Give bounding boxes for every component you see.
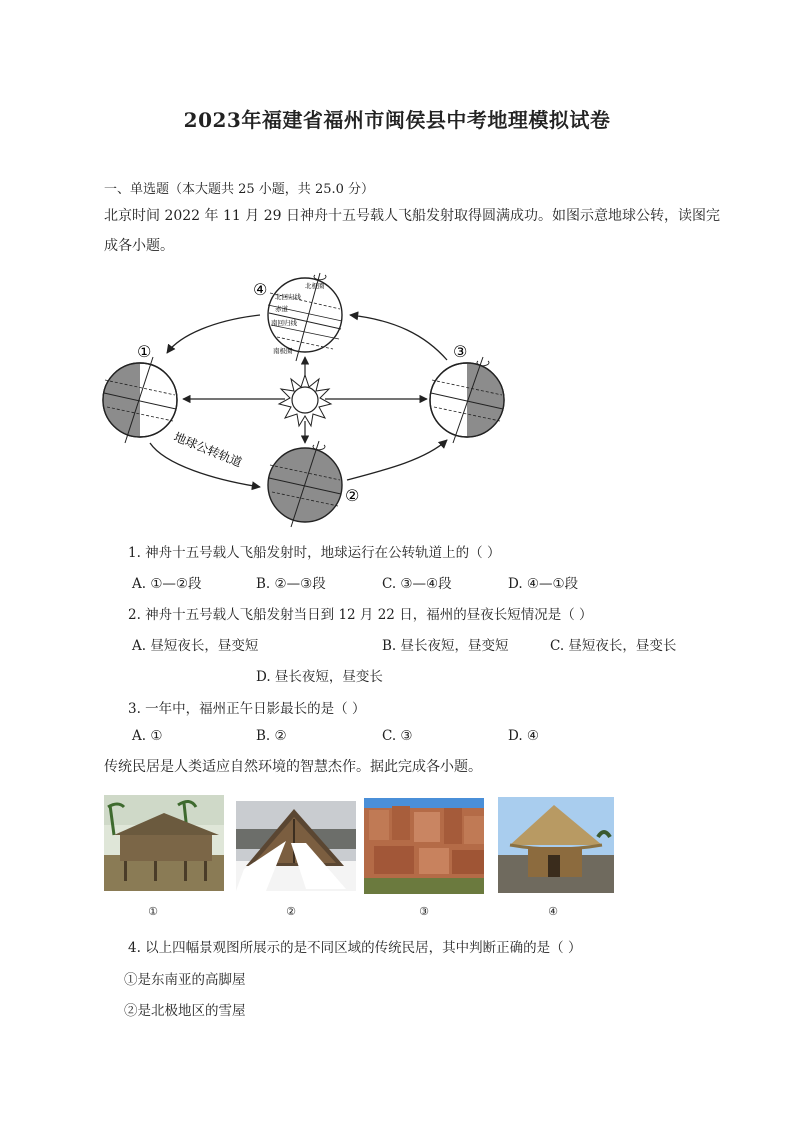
q2-option-d[interactable]: D. 昼长夜短，昼变长: [256, 669, 383, 685]
orbit-arrow-2-3: [347, 440, 447, 480]
photo-caption-2: ②: [286, 905, 296, 918]
q1-option-b[interactable]: B. ②—③段: [256, 576, 326, 592]
earth-position-1: [95, 355, 177, 445]
q1-option-d[interactable]: D. ④—①段: [508, 576, 579, 592]
q3-option-c[interactable]: C. ③: [382, 728, 413, 744]
q1-option-c[interactable]: C. ③—④段: [382, 576, 452, 592]
photo-snow-house: [236, 801, 356, 891]
orbit-arrow-3-4: [350, 315, 447, 360]
q4-statement-2: ②是北极地区的雪屋: [124, 1003, 246, 1019]
intro-2: 传统民居是人类适应自然环境的智慧杰作。据此完成各小题。: [104, 759, 482, 775]
label-3: ③: [453, 342, 468, 361]
photo-caption-3: ③: [419, 905, 429, 918]
orbit-arrow-4-1: [167, 315, 260, 353]
q2-option-c[interactable]: C. 昼短夜长，昼变长: [550, 638, 677, 654]
q3-option-b[interactable]: B. ②: [256, 728, 287, 744]
intro-line-2: 成各小题。: [104, 238, 174, 254]
line-arctic: 北极圈: [305, 282, 325, 290]
q3-stem: 3. 一年中，福州正午日影最长的是（ ）: [128, 701, 366, 717]
line-capricorn: 南回归线: [271, 319, 297, 327]
photo-stilt-house: [104, 795, 224, 891]
q4-stem: 4. 以上四幅景观图所展示的是不同区域的传统民居，其中判断正确的是（ ）: [128, 940, 582, 956]
q3-option-a[interactable]: A. ①: [132, 728, 163, 744]
line-cancer: 北回归线: [275, 293, 301, 301]
sun-icon: [279, 375, 331, 426]
earth-position-3: [430, 355, 512, 445]
label-1: ①: [137, 342, 152, 361]
q4-statement-1: ①是东南亚的高脚屋: [124, 972, 246, 988]
earth-position-2: [268, 441, 342, 527]
intro-line-1: 北京时间 2022 年 11 月 29 日神舟十五号载人飞船发射取得圆满成功。如图示意地球公转，读图完: [104, 208, 720, 224]
label-2: ②: [345, 486, 360, 505]
q3-option-d[interactable]: D. ④: [508, 728, 540, 744]
earth-revolution-diagram: [95, 265, 515, 530]
label-4: ④: [253, 280, 268, 299]
q2-option-a[interactable]: A. 昼短夜长，昼变短: [132, 638, 259, 654]
q1-option-a[interactable]: A. ①—②段: [132, 576, 202, 592]
photo-adobe-houses: [364, 798, 484, 894]
photo-caption-4: ④: [548, 905, 558, 918]
q1-stem: 1. 神舟十五号载人飞船发射时，地球运行在公转轨道上的（ ）: [128, 545, 501, 561]
photo-caption-1: ①: [148, 905, 158, 918]
photo-thatched-hut: [498, 797, 614, 893]
line-equator: 赤道: [275, 305, 288, 313]
section-heading: 一、单选题（本大题共 25 小题，共 25.0 分）: [104, 182, 375, 197]
q2-stem: 2. 神舟十五号载人飞船发射当日到 12 月 22 日，福州的昼夜长短情况是（ ）: [128, 607, 593, 623]
orbit-label: 地球公转轨道: [171, 429, 244, 470]
line-antarctic: 南极圈: [273, 347, 293, 355]
page-title: 2023年福建省福州市闽侯县中考地理模拟试卷: [183, 108, 611, 132]
q2-option-b[interactable]: B. 昼长夜短，昼变短: [382, 638, 509, 654]
